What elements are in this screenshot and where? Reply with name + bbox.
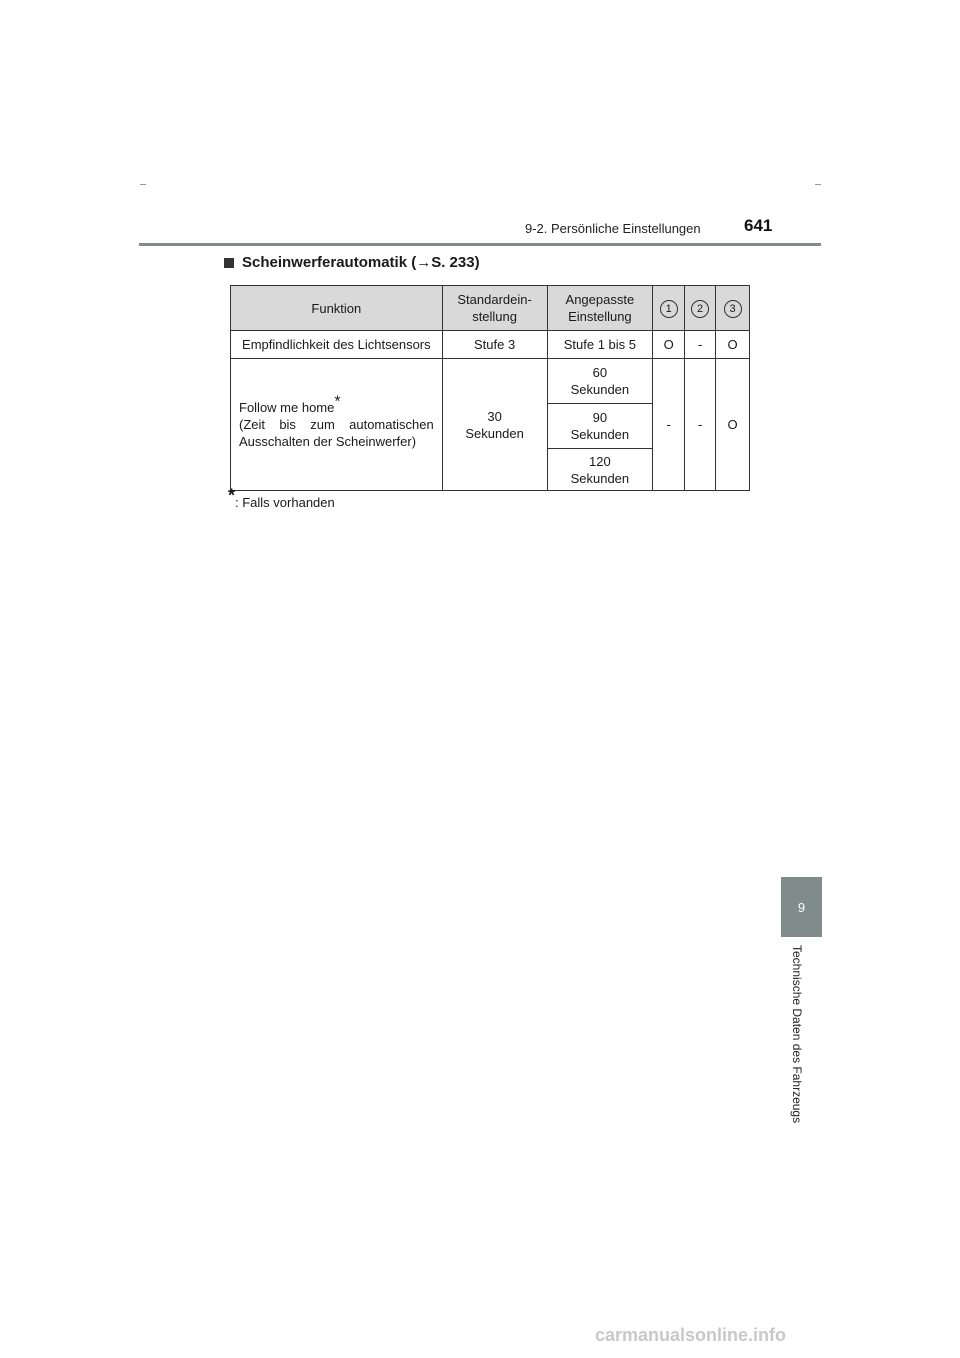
- circled-number-2: 2: [691, 300, 709, 318]
- cell-custom-option: [547, 404, 653, 449]
- header-custom-line2: Einstellung: [568, 309, 632, 324]
- crop-mark-left: [140, 184, 146, 185]
- circled-number-1: 1: [660, 300, 678, 318]
- footnote-star: *: [228, 485, 236, 506]
- cell-col-3: O: [716, 359, 750, 491]
- cell-funktion: Empfindlichkeit des Lichtsensors: [231, 331, 443, 359]
- table-header-row: [231, 286, 750, 331]
- chapter-number: 9: [797, 899, 806, 915]
- header-col-2: [685, 286, 716, 331]
- desc-word: zum: [310, 417, 335, 432]
- cell-col-1: -: [653, 359, 685, 491]
- section-title-text: Scheinwerferautomatik (→S. 233): [242, 254, 480, 271]
- follow-me-home-desc-line1: [239, 416, 434, 433]
- header-standard-line1: Standardein-: [457, 292, 532, 307]
- cell-funktion-follow-me-home: [231, 359, 443, 491]
- square-bullet-icon: [224, 258, 234, 268]
- header-col-3: [716, 286, 750, 331]
- header-standard: [442, 286, 547, 331]
- desc-word: automatischen: [349, 417, 434, 432]
- page-number: 641: [744, 216, 773, 235]
- header-standard-line2: stellung: [472, 309, 517, 324]
- cell-custom-option: [547, 449, 653, 491]
- cell-col-2: -: [685, 331, 716, 359]
- header-rule: [139, 243, 821, 246]
- footnote: [228, 485, 335, 510]
- crop-mark-right: [815, 184, 821, 185]
- desc-word: (Zeit: [239, 417, 265, 432]
- option-value: 120: [589, 453, 611, 469]
- option-unit: Sekunden: [570, 382, 630, 397]
- cell-col-2: -: [685, 359, 716, 491]
- option-unit: Sekunden: [570, 470, 630, 486]
- desc-word: bis: [279, 417, 296, 432]
- cell-custom: Stufe 1 bis 5: [547, 331, 653, 359]
- circled-number-3: 3: [724, 300, 742, 318]
- chapter-tab: [781, 877, 822, 937]
- cell-col-3: O: [716, 331, 750, 359]
- header-funktion: Funktion: [231, 286, 443, 331]
- cell-custom-option: [547, 359, 653, 404]
- chapter-label: [784, 945, 808, 1145]
- cell-col-1: O: [653, 331, 685, 359]
- header-custom-line1: Angepasste: [565, 292, 635, 307]
- header-col-1: [653, 286, 685, 331]
- header-section-title: 9-2. Persönliche Einstellungen: [525, 221, 701, 236]
- table-row: [231, 359, 750, 404]
- watermark: carmanualsonline.info: [595, 1325, 787, 1345]
- cell-standard: Stufe 3: [442, 331, 547, 359]
- follow-me-home-title: Follow me home*: [239, 393, 341, 415]
- option-value: 60: [592, 365, 608, 380]
- option-unit: Sekunden: [570, 427, 630, 442]
- standard-unit: Sekunden: [465, 425, 524, 441]
- footnote-star-marker: *: [334, 393, 341, 411]
- follow-me-home-desc-line2: Ausschalten der Scheinwerfer): [239, 434, 417, 449]
- header-custom: [547, 286, 653, 331]
- table-row: [231, 331, 750, 359]
- cell-standard: [442, 359, 547, 491]
- option-value: 90: [592, 410, 608, 425]
- settings-table: [230, 285, 750, 491]
- standard-value: 30: [487, 408, 502, 424]
- footnote-text: : Falls vorhanden: [235, 495, 335, 510]
- chapter-label-text: Technische Daten des Fahrzeugs: [790, 945, 804, 1124]
- section-title: [224, 254, 480, 271]
